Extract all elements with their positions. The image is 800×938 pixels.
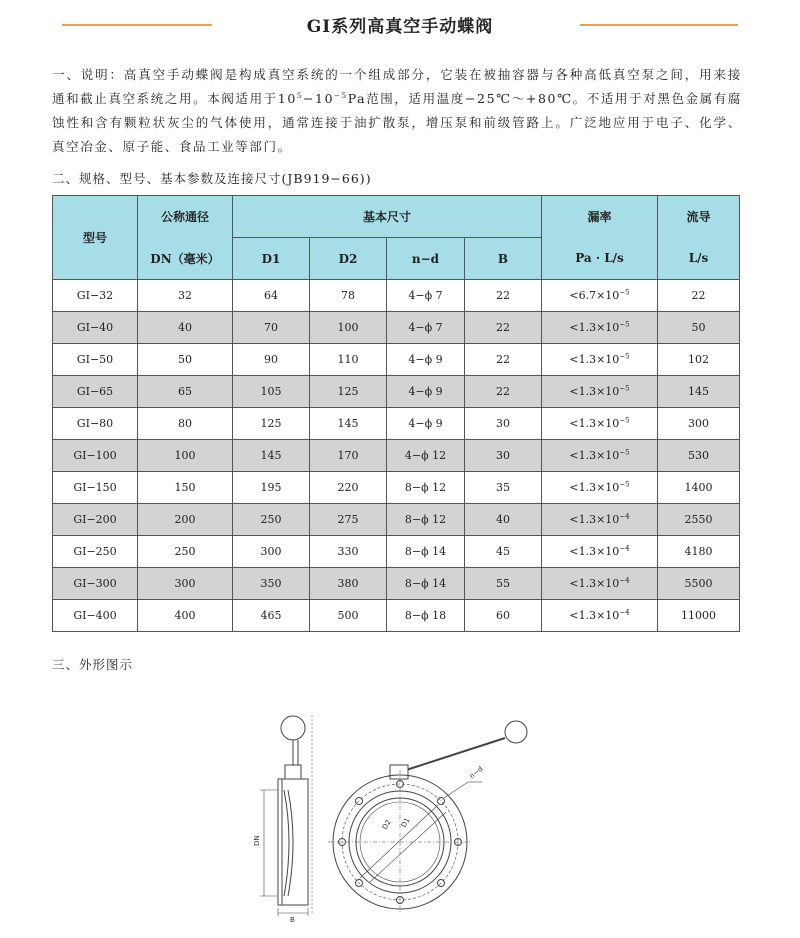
cell-flow: 11000: [658, 600, 740, 632]
cell-model: GI−32: [53, 280, 138, 312]
intro-paragraph: [52, 63, 742, 159]
cell-leak: [542, 536, 658, 568]
header-b: B: [465, 238, 542, 280]
header-basic-dimensions: 基本尺寸: [233, 196, 542, 238]
cell-model: GI−150: [53, 472, 138, 504]
cell-d1: 105: [233, 376, 310, 408]
cell-d2: 110: [310, 344, 387, 376]
leak-rate-exponent: −4: [619, 544, 630, 553]
cell-model: GI−250: [53, 536, 138, 568]
cell-model: GI−300: [53, 568, 138, 600]
table-row: [53, 472, 740, 504]
dim-label-d1: D1: [399, 816, 412, 829]
leak-rate-value: <1.3×10: [569, 609, 620, 622]
cell-d2: 145: [310, 408, 387, 440]
leak-rate-exponent: −4: [619, 576, 630, 585]
cell-d2: 100: [310, 312, 387, 344]
cell-model: GI−100: [53, 440, 138, 472]
cell-flow: 145: [658, 376, 740, 408]
leak-rate-value: <1.3×10: [569, 449, 620, 462]
cell-flow: 2550: [658, 504, 740, 536]
leak-rate-value: <1.3×10: [569, 385, 620, 398]
intro-exponent-1: 5: [296, 91, 303, 100]
header-rule-right: [580, 24, 738, 26]
front-view: [328, 721, 527, 914]
side-stem-block: [285, 765, 301, 779]
cell-flow: 1400: [658, 472, 740, 504]
cell-nd: 4−ϕ 12: [387, 440, 465, 472]
side-handle-knob: [281, 716, 305, 740]
bolt-hole: [438, 798, 445, 805]
cell-flow: 102: [658, 344, 740, 376]
cell-b: 45: [465, 536, 542, 568]
cell-d1: 195: [233, 472, 310, 504]
leak-rate-exponent: −4: [619, 608, 630, 617]
stem-block: [390, 765, 408, 779]
cell-flow: 22: [658, 280, 740, 312]
cell-d1: 64: [233, 280, 310, 312]
table-row: [53, 376, 740, 408]
cell-leak: [542, 280, 658, 312]
cell-d1: 465: [233, 600, 310, 632]
cell-nd: 4−ϕ 9: [387, 408, 465, 440]
cell-nd: 4−ϕ 9: [387, 344, 465, 376]
page-title: GI系列高真空手动蝶阀: [306, 17, 494, 37]
spec-table: [52, 195, 740, 632]
cell-leak: [542, 376, 658, 408]
handle-lever: [400, 738, 505, 772]
cell-d2: 275: [310, 504, 387, 536]
cell-nd: 8−ϕ 12: [387, 504, 465, 536]
leak-rate-exponent: −5: [619, 480, 630, 489]
leak-rate-value: <1.3×10: [569, 545, 620, 558]
cell-b: 55: [465, 568, 542, 600]
cell-flow: 4180: [658, 536, 740, 568]
cell-b: 22: [465, 280, 542, 312]
dim-label-d2: D2: [380, 818, 393, 831]
cell-dn: 250: [138, 536, 233, 568]
intro-text-1: 一、说明：高真空手动蝶阀是构成真空系统的一个组成部分，它装在被抽容器与各种高低真空泵之间，用来接通和截止真空系统之用。本阀适用于10: [52, 67, 742, 106]
cell-nd: 4−ϕ 7: [387, 280, 465, 312]
cell-flow: 50: [658, 312, 740, 344]
table-row: [53, 280, 740, 312]
cell-model: GI−80: [53, 408, 138, 440]
cell-dn: 200: [138, 504, 233, 536]
cell-dn: 32: [138, 280, 233, 312]
dim-label-b: B: [290, 916, 295, 924]
leak-rate-value: <6.7×10: [569, 289, 620, 302]
table-row: [53, 600, 740, 632]
cell-b: 22: [465, 344, 542, 376]
page-header: [0, 10, 800, 40]
intro-text-3: Pa范围，适用温度−25℃～+80℃。不适用于对黑色金属有腐蚀性和含有颗粒状灰尘的气体使用，通常连接于油扩散泵，增压泵和前级管路上。广泛地应用于电子、化学、真空冶金、原子能、食品工业等部门。: [52, 91, 742, 154]
cell-d2: 220: [310, 472, 387, 504]
leak-rate-exponent: −5: [619, 288, 630, 297]
cell-d1: 90: [233, 344, 310, 376]
leak-rate-exponent: −5: [619, 416, 630, 425]
dim-label-dn: DN: [253, 835, 261, 846]
cell-leak: [542, 408, 658, 440]
cell-leak: [542, 472, 658, 504]
table-row: [53, 568, 740, 600]
cell-dn: 100: [138, 440, 233, 472]
cell-d1: 350: [233, 568, 310, 600]
table-row: [53, 408, 740, 440]
cell-dn: 65: [138, 376, 233, 408]
leak-rate-value: <1.3×10: [569, 417, 620, 430]
cell-d1: 70: [233, 312, 310, 344]
cell-d1: 300: [233, 536, 310, 568]
header-d1: D1: [233, 238, 310, 280]
cell-nd: 8−ϕ 12: [387, 472, 465, 504]
table-row: [53, 440, 740, 472]
header-conductance-unit: L/s: [658, 238, 740, 280]
header-leak-rate: 漏率: [542, 196, 658, 238]
side-view: [260, 715, 312, 916]
cell-leak: [542, 600, 658, 632]
leak-rate-value: <1.3×10: [569, 481, 620, 494]
header-conductance: 流导: [658, 196, 740, 238]
header-d2: D2: [310, 238, 387, 280]
dim-label-nd: n−d: [468, 764, 485, 781]
header-nd: n−d: [387, 238, 465, 280]
header-model: 型号: [53, 196, 138, 280]
cell-leak: [542, 568, 658, 600]
cell-d2: 380: [310, 568, 387, 600]
table-row: [53, 344, 740, 376]
cell-dn: 50: [138, 344, 233, 376]
cell-d1: 125: [233, 408, 310, 440]
handle-knob: [505, 721, 527, 743]
section-heading-drawing: 三、外形图示: [52, 657, 134, 672]
cell-model: GI−40: [53, 312, 138, 344]
cell-d2: 125: [310, 376, 387, 408]
cell-b: 30: [465, 408, 542, 440]
cell-flow: 5500: [658, 568, 740, 600]
cell-dn: 400: [138, 600, 233, 632]
leak-rate-value: <1.3×10: [569, 577, 620, 590]
intro-exponent-2: −5: [334, 91, 348, 100]
leak-rate-exponent: −5: [619, 384, 630, 393]
leak-rate-exponent: −5: [619, 352, 630, 361]
cell-b: 22: [465, 312, 542, 344]
cell-d2: 78: [310, 280, 387, 312]
leak-rate-exponent: −5: [619, 448, 630, 457]
cell-leak: [542, 312, 658, 344]
cell-leak: [542, 440, 658, 472]
cell-flow: 530: [658, 440, 740, 472]
cell-dn: 150: [138, 472, 233, 504]
cell-nd: 8−ϕ 14: [387, 536, 465, 568]
cell-d1: 250: [233, 504, 310, 536]
table-row: [53, 312, 740, 344]
leak-rate-exponent: −4: [619, 512, 630, 521]
cell-nd: 4−ϕ 7: [387, 312, 465, 344]
cell-b: 35: [465, 472, 542, 504]
section-heading-specs: 二、规格、型号、基本参数及连接尺寸(JB919−66)): [52, 171, 372, 186]
cell-dn: 80: [138, 408, 233, 440]
leak-rate-value: <1.3×10: [569, 353, 620, 366]
cell-d2: 500: [310, 600, 387, 632]
cell-b: 40: [465, 504, 542, 536]
cell-d2: 170: [310, 440, 387, 472]
cell-dn: 300: [138, 568, 233, 600]
table-row: [53, 536, 740, 568]
leak-rate-value: <1.3×10: [569, 513, 620, 526]
table-row: [53, 504, 740, 536]
cell-flow: 300: [658, 408, 740, 440]
cell-leak: [542, 344, 658, 376]
cell-model: GI−200: [53, 504, 138, 536]
cell-nd: 8−ϕ 18: [387, 600, 465, 632]
cell-b: 22: [465, 376, 542, 408]
cell-model: GI−50: [53, 344, 138, 376]
cell-d2: 330: [310, 536, 387, 568]
cell-b: 30: [465, 440, 542, 472]
header-leak-unit: Pa · L/s: [542, 238, 658, 280]
cell-leak: [542, 504, 658, 536]
intro-text-2: −10: [302, 91, 335, 106]
header-dn-unit: DN（毫米）: [138, 238, 233, 280]
valve-outline-drawing: [240, 710, 540, 925]
header-dn: 公称通径: [138, 196, 233, 238]
cell-d1: 145: [233, 440, 310, 472]
cell-model: GI−65: [53, 376, 138, 408]
leak-rate-exponent: −5: [619, 320, 630, 329]
cell-dn: 40: [138, 312, 233, 344]
leak-rate-value: <1.3×10: [569, 321, 620, 334]
cell-nd: 4−ϕ 9: [387, 376, 465, 408]
cell-b: 60: [465, 600, 542, 632]
cell-model: GI−400: [53, 600, 138, 632]
cell-nd: 8−ϕ 14: [387, 568, 465, 600]
